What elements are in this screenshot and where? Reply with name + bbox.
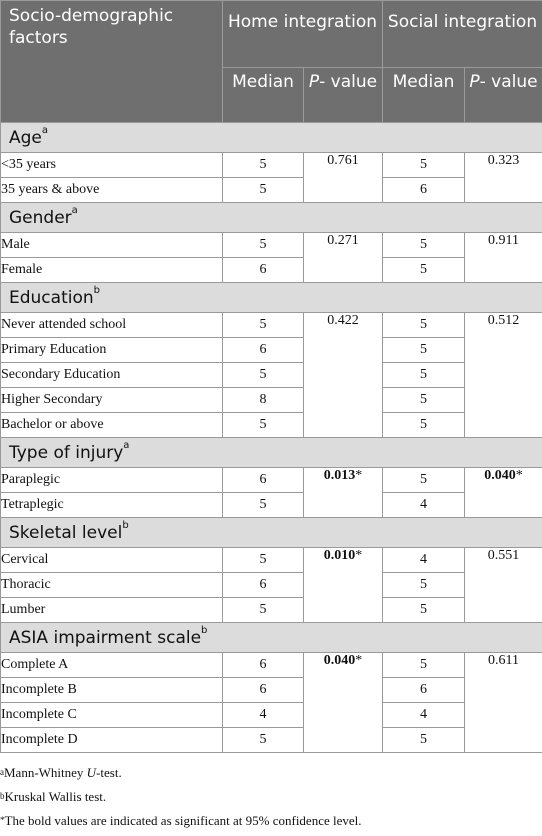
table-row (1, 598, 542, 623)
home-median-cell: 8 (223, 388, 304, 413)
social-median-cell: 4 (383, 548, 465, 573)
footnote-text-end: -test. (96, 765, 122, 780)
home-median-cell: 6 (223, 573, 304, 598)
home-median-cell: 5 (223, 178, 304, 203)
row-label: <35 years (1, 153, 223, 178)
section-row (1, 518, 542, 548)
social-pvalue-cell (465, 153, 542, 203)
social-median-cell: 4 (383, 493, 465, 518)
row-label: Thoracic (1, 573, 223, 598)
home-median-cell: 5 (223, 598, 304, 623)
row-label: Paraplegic (1, 468, 223, 493)
home-pvalue-cell (304, 233, 383, 283)
table-row (1, 233, 542, 258)
social-median-cell: 6 (383, 678, 465, 703)
table-row (1, 413, 542, 438)
home-median-cell: 5 (223, 363, 304, 388)
footnote-text: The bold values are indicated as significant at 95% confidence level. (5, 813, 362, 828)
footnote-text: Mann-Whitney (4, 765, 87, 780)
home-pvalue: 0.761 (327, 153, 359, 168)
footnote (0, 788, 362, 812)
section-test-mark: b (201, 625, 207, 636)
section-test-mark: a (42, 125, 48, 136)
social-median-cell: 5 (383, 258, 465, 283)
section-title (1, 623, 542, 653)
social-median-cell: 5 (383, 313, 465, 338)
section-row (1, 123, 542, 153)
home-median-cell: 6 (223, 468, 304, 493)
footnote (0, 764, 362, 788)
table-row (1, 258, 542, 283)
home-median-cell: 5 (223, 153, 304, 178)
table-row (1, 653, 542, 678)
section-row (1, 203, 542, 233)
social-median-cell: 5 (383, 363, 465, 388)
row-label: Higher Secondary (1, 388, 223, 413)
section-test-mark: a (123, 440, 129, 451)
section-test-mark: b (122, 520, 128, 531)
table-body (1, 123, 542, 753)
section-title (1, 203, 542, 233)
section-title (1, 438, 542, 468)
table-row (1, 728, 542, 753)
row-label: Incomplete C (1, 703, 223, 728)
home-pvalue-cell (304, 548, 383, 623)
significance-mark: * (355, 653, 362, 668)
home-median-cell: 4 (223, 703, 304, 728)
table-row (1, 178, 542, 203)
home-median-cell: 6 (223, 653, 304, 678)
footnotes (0, 764, 362, 836)
social-median-cell: 6 (383, 178, 465, 203)
home-pvalue-header: P- value (304, 68, 383, 123)
social-pvalue-cell (465, 313, 542, 438)
home-median-cell: 6 (223, 258, 304, 283)
home-pvalue-cell (304, 468, 383, 518)
social-pvalue-cell (465, 468, 542, 518)
section-title-text: ASIA impairment scale (9, 628, 201, 648)
row-label: Cervical (1, 548, 223, 573)
home-median-cell: 5 (223, 413, 304, 438)
table-row (1, 703, 542, 728)
section-row (1, 438, 542, 468)
home-pvalue: 0.422 (327, 313, 359, 328)
row-label: Secondary Education (1, 363, 223, 388)
social-median-cell: 5 (383, 573, 465, 598)
significance-mark: * (355, 548, 362, 563)
home-median-cell: 5 (223, 313, 304, 338)
home-pvalue-cell (304, 653, 383, 753)
social-median-header: Median (383, 68, 465, 123)
section-title (1, 283, 542, 313)
row-label: Incomplete D (1, 728, 223, 753)
home-median-header: Median (223, 68, 304, 123)
row-label: Never attended school (1, 313, 223, 338)
home-median-cell: 5 (223, 728, 304, 753)
home-pvalue: 0.010 (324, 548, 356, 563)
social-pvalue-cell (465, 548, 542, 623)
section-row (1, 283, 542, 313)
social-median-cell: 5 (383, 653, 465, 678)
social-integration-header: Social integration (383, 1, 542, 68)
footnote-mark: b (0, 791, 5, 801)
table-header (1, 1, 542, 123)
row-label: 35 years & above (1, 178, 223, 203)
row-label: Female (1, 258, 223, 283)
section-title-text: Age (9, 128, 42, 148)
home-median-cell: 5 (223, 493, 304, 518)
footnote-mark: * (0, 815, 5, 825)
social-median-cell: 5 (383, 338, 465, 363)
significance-mark: * (355, 468, 362, 483)
table-row (1, 388, 542, 413)
table-row (1, 493, 542, 518)
table-row (1, 363, 542, 388)
row-label: Bachelor or above (1, 413, 223, 438)
section-title (1, 123, 542, 153)
social-pvalue: 0.512 (488, 313, 520, 328)
table-row (1, 313, 542, 338)
home-pvalue: 0.271 (327, 233, 359, 248)
home-median-cell: 5 (223, 548, 304, 573)
home-median-cell: 6 (223, 678, 304, 703)
social-median-cell: 4 (383, 703, 465, 728)
social-pvalue: 0.040 (484, 468, 516, 483)
home-median-cell: 6 (223, 338, 304, 363)
social-median-cell: 5 (383, 233, 465, 258)
row-label: Primary Education (1, 338, 223, 363)
section-title (1, 518, 542, 548)
social-median-cell: 5 (383, 153, 465, 178)
section-title-text: Skeletal level (9, 523, 122, 543)
section-row (1, 623, 542, 653)
table-row (1, 338, 542, 363)
social-pvalue: 0.551 (488, 548, 520, 563)
social-pvalue-header: P- value (465, 68, 542, 123)
home-median-cell: 5 (223, 233, 304, 258)
row-label: Lumber (1, 598, 223, 623)
factor-header: Socio-demographic factors (1, 1, 223, 123)
significance-mark: * (516, 468, 523, 483)
table-row (1, 468, 542, 493)
social-pvalue-cell (465, 233, 542, 283)
home-pvalue: 0.040 (324, 653, 356, 668)
table-row (1, 548, 542, 573)
social-pvalue: 0.911 (488, 233, 519, 248)
social-median-cell: 5 (383, 413, 465, 438)
home-integration-header: Home integration (223, 1, 383, 68)
social-median-cell: 5 (383, 468, 465, 493)
home-pvalue: 0.013 (324, 468, 356, 483)
section-title-text: Type of injury (9, 443, 123, 463)
section-title-text: Gender (9, 208, 72, 228)
social-pvalue: 0.323 (488, 153, 520, 168)
row-label: Complete A (1, 653, 223, 678)
section-title-text: Education (9, 288, 94, 308)
social-median-cell: 5 (383, 728, 465, 753)
home-pvalue-cell (304, 313, 383, 438)
footnote-italic: U (87, 765, 96, 780)
footnote-text: Kruskal Wallis test. (5, 789, 107, 804)
table-row (1, 153, 542, 178)
section-test-mark: a (72, 205, 78, 216)
social-median-cell: 5 (383, 598, 465, 623)
table-row (1, 573, 542, 598)
row-label: Tetraplegic (1, 493, 223, 518)
section-test-mark: b (94, 285, 100, 296)
social-median-cell: 5 (383, 388, 465, 413)
footnote (0, 812, 362, 836)
row-label: Incomplete B (1, 678, 223, 703)
social-pvalue-cell (465, 653, 542, 753)
footnote-mark: a (0, 767, 4, 777)
row-label: Male (1, 233, 223, 258)
social-pvalue: 0.611 (488, 653, 519, 668)
home-pvalue-cell (304, 153, 383, 203)
table-row (1, 678, 542, 703)
